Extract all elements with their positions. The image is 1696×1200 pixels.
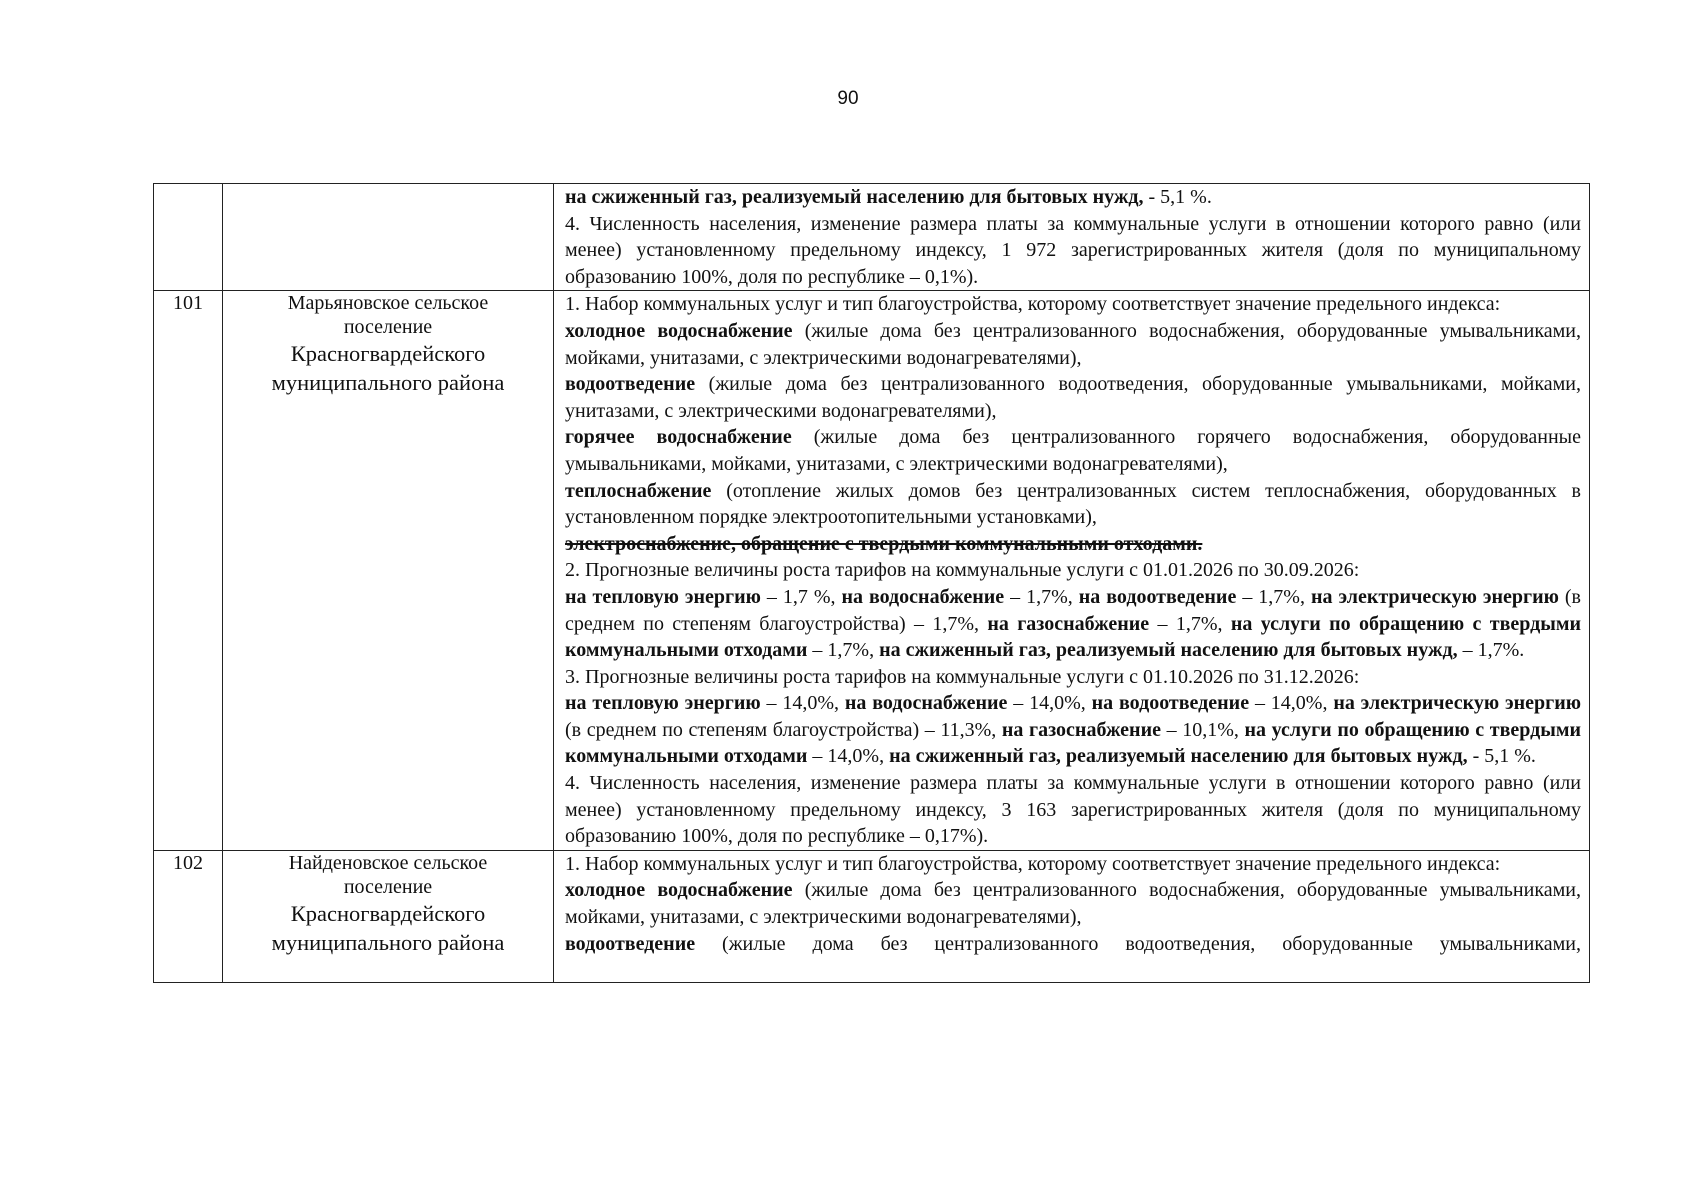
struck-services: электроснабжение, обращение с твердыми коммунальными отходами. (565, 532, 1203, 555)
population-paragraph: 4. Численность населения, изменение размера платы за коммунальные услуги в отношении которого равно (или менее) установленному предельному индексу, 1 972 зарегистрированных жителя (доля по муниципальному образованию 100%, доля по республике – 0,1%). (565, 212, 1581, 288)
row-municipality: Марьяновское сельское поселение Красногвардейского муниципального района (223, 291, 554, 850)
row-number (154, 184, 223, 291)
forecast-period-2: 3. Прогнозные величины роста тарифов на коммунальные услуги с 01.10.2026 по 31.12.2026: (565, 665, 1360, 688)
row-number: 102 (154, 850, 223, 982)
row-details (554, 184, 1590, 291)
service-hot-water: горячее водоснабжение (жилые дома без централизованного горячего водоснабжения, оборудованные умывальниками, мойками, унитазами, с электрическими водонагревателями), (565, 426, 1581, 475)
services-set-paragraph: 1. Набор коммунальных услуг и тип благоустройства, которому соответствует значение предельного индекса: (565, 293, 1501, 316)
forecast-rates-1: на тепловую энергию – 1,7 %, на водоснабжение – 1,7%, на водоотведение – 1,7%, на электрическую энергию (в среднем по степеням благоустройства) – 1,7%, на газоснабжение – 1,7%, на услуги по обращению с твердыми коммунальными отходами – 1,7%, на сжиженный газ, реализуемый населению для бытовых нужд, – 1,7%. (565, 585, 1582, 662)
services-set-paragraph: 1. Набор коммунальных услуг и тип благоустройства, которому соответствует значение предельного индекса: (565, 852, 1501, 875)
service-sewerage: водоотведение (жилые дома без централизованного водоотведения, оборудованные умывальниками, (565, 932, 1581, 955)
table-row (154, 291, 1590, 850)
row-municipality (223, 184, 554, 291)
service-heating: теплоснабжение (отопление жилых домов без централизованных систем теплоснабжения, оборудованных в установленном порядке электроотопительными установками), (565, 479, 1581, 529)
row-municipality: Найденовское сельское поселение Красногвардейского муниципального района (223, 850, 554, 982)
table-row (154, 184, 1590, 291)
continuation-gas-line: на сжиженный газ, реализуемый населению для бытовых нужд, - 5,1 %. (565, 186, 1212, 208)
service-sewerage: водоотведение (жилые дома без централизованного водоотведения, оборудованные умывальниками, мойками, унитазами, с электрическими водонагревателями), (565, 373, 1581, 422)
row-details (554, 291, 1590, 850)
row-details (554, 850, 1590, 982)
service-cold-water: холодное водоснабжение (жилые дома без централизованного водоснабжения, оборудованные умывальниками, мойками, унитазами, с электрическими водонагревателями), (565, 879, 1581, 929)
table-row (154, 850, 1590, 982)
tariff-table (153, 183, 1590, 983)
forecast-period-1: 2. Прогнозные величины роста тарифов на коммунальные услуги с 01.01.2026 по 30.09.2026: (565, 559, 1360, 582)
population-paragraph: 4. Численность населения, изменение размера платы за коммунальные услуги в отношении которого равно (или менее) установленному предельному индексу, 3 163 зарегистрированных жителя (доля по муниципальному образованию 100%, доля по республике – 0,17%). (565, 772, 1581, 848)
page-number: 90 (837, 88, 859, 109)
row-number: 101 (154, 291, 223, 850)
service-cold-water: холодное водоснабжение (жилые дома без централизованного водоснабжения, оборудованные умывальниками, мойками, унитазами, с электрическими водонагревателями), (565, 319, 1581, 369)
forecast-rates-2: на тепловую энергию – 14,0%, на водоснабжение – 14,0%, на водоотведение – 14,0%, на электрическую энергию (в среднем по степеням благоустройства) – 11,3%, на газоснабжение – 10,1%, на услуги по обращению с твердыми коммунальными отходами – 14,0%, на сжиженный газ, реализуемый населению для бытовых нужд, - 5,1 %. (565, 692, 1582, 768)
